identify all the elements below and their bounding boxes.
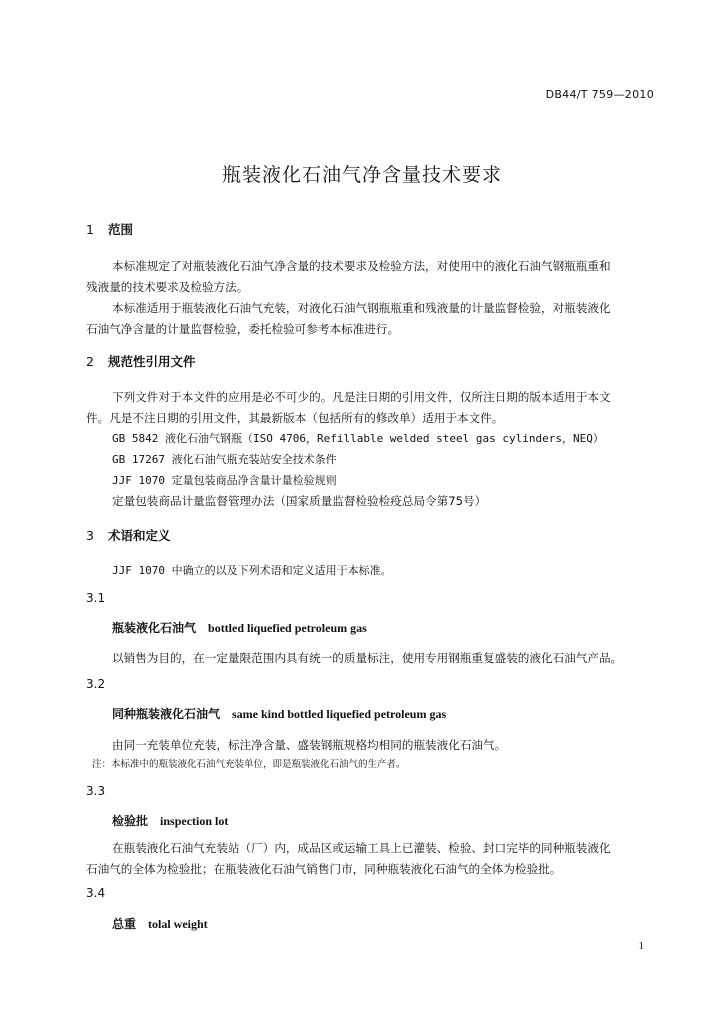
document-title: 瓶装液化石油气净含量技术要求 bbox=[221, 164, 502, 186]
term-note: 注：本标准中的瓶装液化石油气充装单位，即是瓶装液化石油气的生产者。 bbox=[92, 759, 406, 770]
section-number: 2 bbox=[86, 354, 94, 369]
term-chinese: 同种瓶装液化石油气 bbox=[112, 707, 221, 721]
section-2-heading bbox=[86, 352, 196, 370]
term-definition: 由同一充装单位充装，标注净含量、盛装钢瓶规格均相同的瓶装液化石油气。 bbox=[112, 738, 507, 752]
section-number: 3 bbox=[86, 528, 94, 543]
paragraph-line: 石油气的全体为检验批；在瓶装液化石油气销售门市，同种瓶装液化石油气的全体为检验批。 bbox=[86, 862, 562, 876]
paragraph-line: 件。凡是不注日期的引用文件，其最新版本（包括所有的修改单）适用于本文件。 bbox=[86, 411, 504, 425]
paragraph bbox=[86, 387, 656, 429]
term-chinese: 瓶装液化石油气 bbox=[112, 621, 197, 635]
term-chinese: 检验批 bbox=[112, 814, 149, 828]
paragraph-line: 本标准适用于瓶装液化石油气充装，对液化石油气钢瓶瓶重和残液量的计量监督检验，对瓶装液化 bbox=[112, 301, 611, 315]
section-number: 1 bbox=[86, 222, 94, 237]
term-number: 3.2 bbox=[86, 677, 106, 691]
term-english: inspection lot bbox=[160, 814, 229, 828]
page-number: 1 bbox=[638, 940, 644, 952]
section-title: 规范性引用文件 bbox=[108, 354, 196, 369]
section-title: 术语和定义 bbox=[108, 528, 171, 543]
terms-intro: JJF 1070 中确立的以及下列术语和定义适用于本标准。 bbox=[112, 564, 392, 577]
term-english: bottled liquefied petroleum gas bbox=[208, 621, 367, 635]
term-english: same kind bottled liquefied petroleum gas bbox=[232, 707, 447, 721]
section-3-heading bbox=[86, 526, 171, 544]
term-number: 3.3 bbox=[86, 784, 106, 798]
paragraph-line: 本标准规定了对瓶装液化石油气净含量的技术要求及检验方法，对使用中的液化石油气钢瓶瓶重和 bbox=[112, 259, 611, 273]
term-definition: 以销售为目的，在一定量限范围内具有统一的质量标注，使用专用钢瓶重复盛装的液化石油气产品。 bbox=[112, 651, 623, 665]
reference-item: JJF 1070 定量包装商品净含量计量检验规则 bbox=[112, 474, 337, 487]
term-number: 3.4 bbox=[86, 886, 106, 900]
reference-item: GB 17267 液化石油气瓶充装站安全技术条件 bbox=[112, 453, 337, 466]
paragraph-line: 残液量的技术要求及检验方法。 bbox=[86, 280, 249, 294]
term-number: 3.1 bbox=[86, 591, 106, 605]
section-1-heading bbox=[86, 220, 133, 238]
term-heading bbox=[112, 705, 446, 722]
paragraph bbox=[86, 256, 656, 340]
term-heading bbox=[112, 812, 228, 829]
reference-item: 定量包装商品计量监督管理办法（国家质量监督检验检疫总局令第75号） bbox=[112, 494, 487, 508]
paragraph-line: 在瓶装液化石油气充装站（厂）内，成品区或运输工具上已灌装、检验、封口完毕的同种瓶装液化 bbox=[112, 841, 611, 855]
term-chinese: 总重 bbox=[112, 917, 137, 931]
paragraph-line: 石油气净含量的计量监督检验，委托检验可参考本标准进行。 bbox=[86, 322, 400, 336]
reference-item: GB 5842 液化石油气钢瓶（ISO 4706，Refillable welded steel gas cylinders，NEQ） bbox=[112, 432, 604, 445]
section-title: 范围 bbox=[108, 222, 134, 237]
term-heading bbox=[112, 915, 208, 932]
standard-code: DB44/T 759—2010 bbox=[545, 88, 654, 101]
term-heading bbox=[112, 619, 367, 636]
term-english: tolal weight bbox=[148, 917, 208, 931]
term-definition bbox=[86, 838, 656, 880]
paragraph-line: 下列文件对于本文件的应用是必不可少的。凡是注日期的引用文件，仅所注日期的版本适用于本文 bbox=[112, 390, 611, 404]
